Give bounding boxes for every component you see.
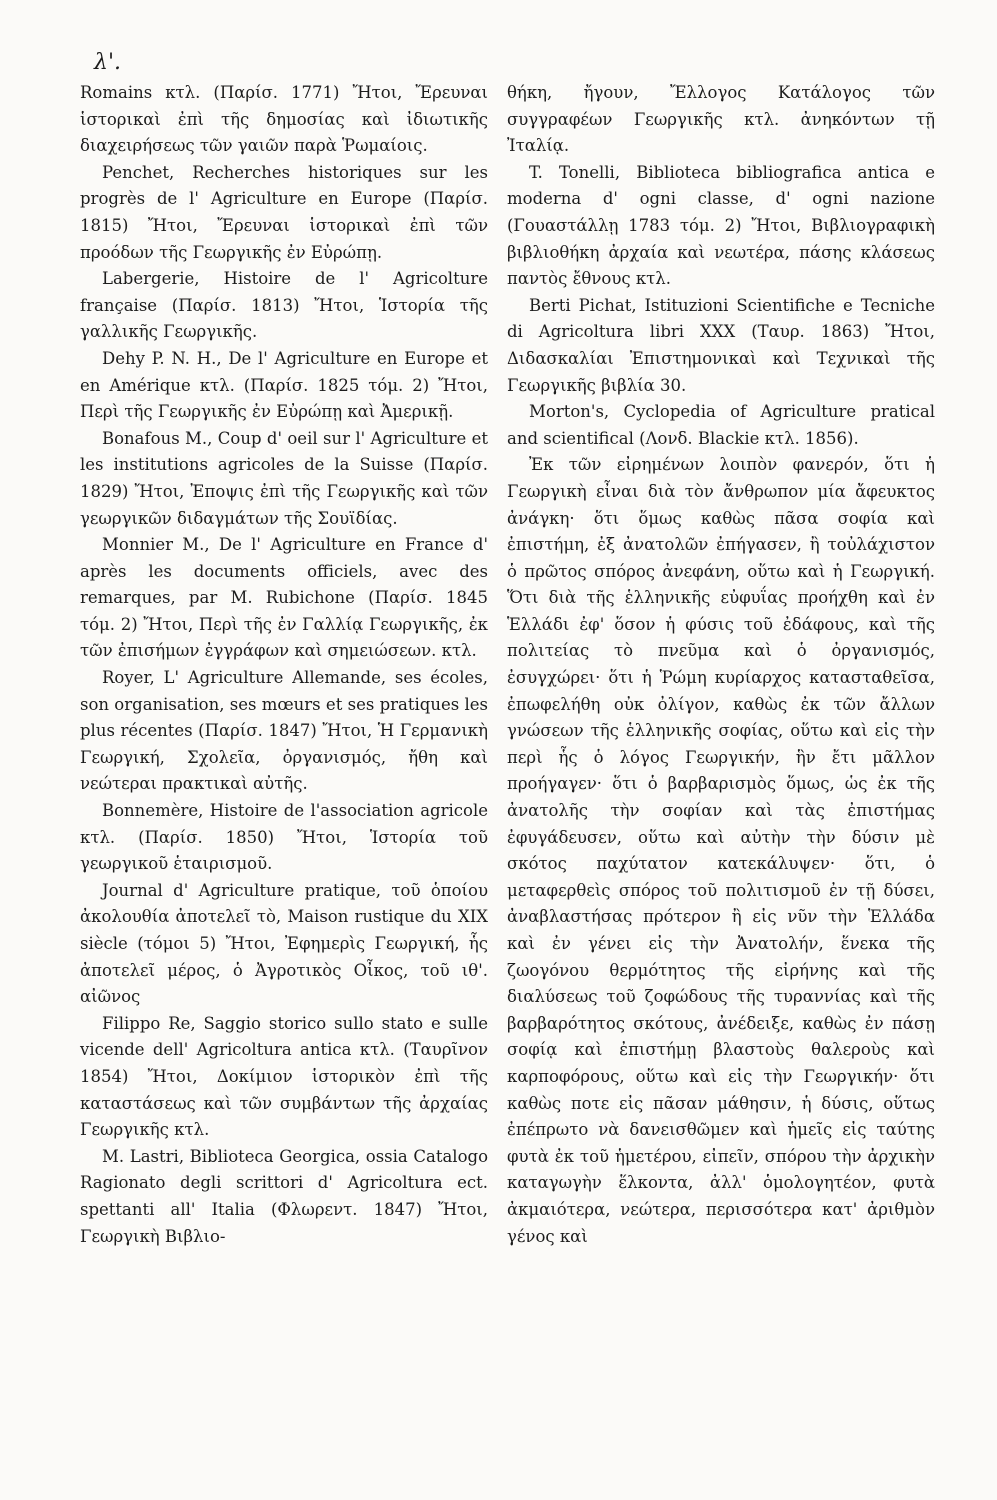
left-column <box>80 80 488 1250</box>
bibliography-entry: θήκη, ἤγουν, Ἔλλογος Κατάλογος τῶν συγγραφέων Γεωργικῆς κτλ. ἀνηκόντων τῇ Ἰταλίᾳ. <box>507 83 935 156</box>
bibliography-entry: Royer, L' Agriculture Allemande, ses écoles, son organisation, ses mœurs et ses pratiques les plus récentes (Παρίσ. 1847) Ἤτοι, Ἡ Γερμανικὴ Γεωργική, Σχολεῖα, ὀργανισμός, ἤθη καὶ νεώτεραι πρακτικαὶ αὐτῆς. <box>80 668 488 794</box>
bibliography-entry: Morton's, Cyclopedia of Agriculture pratical and scientifical (Λονδ. Blackie κτλ. 1856). <box>507 402 935 448</box>
bibliography-entry: Labergerie, Histoire de l' Agricolture française (Παρίσ. 1813) Ἤτοι, Ἱστορία τῆς γαλλικῆς Γεωργικῆς. <box>80 269 488 342</box>
bibliography-entry: Berti Pichat, Istituzioni Scientifiche e Tecniche di Agricoltura libri XXX (Ταυρ. 1863) Ἤτοι, Διδασκαλίαι Ἐπιστημονικαὶ καὶ Τεχνικαὶ τῆς Γεωργικῆς βιβλία 30. <box>507 295 935 395</box>
bibliography-entry: T. Tonelli, Biblioteca bibliografica antica e moderna d' ogni classe, d' ogni nazione (Γουαστάλλῃ 1783 τόμ. 2) Ἤτοι, Βιβλιογραφικὴ βιβλιοθήκη ἀρχαία καὶ νεωτέρα, πάσης κλάσεως παντὸς ἔθνους κτλ. <box>507 162 935 289</box>
body-paragraph: Ἐκ τῶν εἰρημένων λοιπὸν φανερόν, ὅτι ἡ Γεωργικὴ εἶναι διὰ τὸν ἄνθρωπον μία ἄφευκτος ἀνάγκη· ὅτι ὅμως καθὼς πᾶσα σοφία καὶ ἐπιστήμη, ἐξ ἀνατολῶν ἐπήγασεν, ἢ τοὐλάχιστον ὁ πρῶτος σπόρος ἀνεφάνη, οὕτω καὶ ἡ Γεωργική. Ὅτι διὰ τῆς ἑλληνικῆς εὐφυΐας προήχθη καὶ ἐν Ἑλλάδι ἐφ' ὅσον ἡ φύσις τοῦ ἐδάφους, καὶ τῆς πολιτείας τὸ πνεῦμα καὶ ὁ ὀργανισμός, ἐσυγχώρει· ὅτι ἡ Ῥώμη κυρίαρχος κατασταθεῖσα, ἐπωφελήθη οὐκ ὀλίγον, καθὼς ἐκ τῶν ἄλλων γνώσεων τῆς ἑλληνικῆς σοφίας, οὕτω καὶ εἰς τὴν περὶ ἧς ὁ λόγος Γεωργικήν, ἣν ἔτι μᾶλλον προήγαγεν· ὅτι ὁ βαρβαρισμὸς ὅμως, ὡς ἐκ τῆς ἀνατολῆς τὴν σοφίαν καὶ τὰς ἐπιστήμας ἐφυγάδευσεν, οὕτω καὶ αὐτὴν τὴν δύσιν μὲ σκότος παχύτατον κατεκάλυψεν· ὅτι, ὁ μεταφερθεὶς σπόρος τοῦ πολιτισμοῦ ἐν τῇ δύσει, ἀναβλαστήσας πρότερον ἢ εἰς νῦν τὴν Ἑλλάδα καὶ ἐν γένει εἰς τὴν Ἀνατολήν, ἕνεκα τῆς ζωογόνου θερμότητος τῆς εἰρήνης καὶ τῆς διαλύσεως τοῦ ζοφώδους τῆς τυραννίας καὶ τῆς βαρβαρότητος σκότους, ἀνέδειξε, καθὼς ἐν πάσῃ σοφίᾳ καὶ ἐπιστήμῃ βλαστοὺς θαλεροὺς καὶ καρποφόρους, οὕτω καὶ εἰς τὴν Γεωργικήν· ὅτι καθὼς ποτε εἰς πᾶσαν μάθησιν, ἡ δύσις, οὕτως ἐπέπρωτο νὰ δανεισθῶμεν καὶ ἡμεῖς εἰς ταύτης φυτὰ ἐκ τοῦ ἡμετέρου, εἰπεῖν, σπόρου τὴν ἀρχικὴν καταγωγὴν ἕλκοντα, ἀλλ' ὁμολογητέον, φυτὰ ἀκμαιότερα, νεώτερα, περισσότερα κατ' ἀριθμὸν γένος καὶ <box>507 455 935 1246</box>
bibliography-entry: Penchet, Recherches historiques sur les progrès de l' Agriculture en Europe (Παρίσ. 1815) Ἤτοι, Ἔρευναι ἱστορικαὶ ἐπὶ τῶν προόδων τῆς Γεωργικῆς ἐν Εὐρώπῃ. <box>80 162 488 262</box>
bibliography-entry: Romains κτλ. (Παρίσ. 1771) Ἤτοι, Ἔρευναι ἱστορικαὶ ἐπὶ τῆς δημοσίας καὶ ἰδιωτικῆς διαχειρήσεως τῶν γαιῶν παρὰ Ῥωμαίοις. <box>80 83 488 156</box>
bibliography-entry: Bonnemère, Histoire de l'association agricole κτλ. (Παρίσ. 1850) Ἤτοι, Ἱστορία τοῦ γεωργικοῦ ἑταιρισμοῦ. <box>80 801 488 874</box>
bibliography-entry: Monnier M., De l' Agriculture en France d' après les documents officiels, avec des remarques, par M. Rubichone (Παρίσ. 1845 τόμ. 2) Ἤτοι, Περὶ τῆς ἐν Γαλλίᾳ Γεωργικῆς, ἐκ τῶν ἐπισήμων ἐγγράφων καὶ σημειώσεων. κτλ. <box>80 535 488 661</box>
bibliography-entry: Bonafous M., Coup d' oeil sur l' Agriculture et les institutions agricoles de la Suisse (Παρίσ. 1829) Ἤτοι, Ἐποψις ἐπὶ τῆς Γεωργικῆς καὶ τῶν γεωργικῶν διδαγμάτων τῆς Σουϊδίας. <box>80 428 488 528</box>
bibliography-entry: Journal d' Agriculture pratique, τοῦ ὁποίου ἀκολουθία ἀποτελεῖ τὸ, Maison rustique du XIX siècle (τόμοι 5) Ἤτοι, Ἐφημερὶς Γεωργική, ἧς ἀποτελεῖ μέρος, ὁ Ἀγροτικὸς Οἶκος, τοῦ ιθ'. αἰῶνος <box>80 880 488 1007</box>
bibliography-entry: Dehy P. N. H., De l' Agriculture en Europe et en Amérique κτλ. (Παρίσ. 1825 τόμ. 2) Ἤτοι, Περὶ τῆς Γεωργικῆς ἐν Εὐρώπῃ καὶ Ἀμερικῇ. <box>80 348 488 422</box>
bibliography-entry: Filippo Re, Saggio storico sullo stato e sulle vicende dell' Agricoltura antica κτλ. (Ταυρῖνον 1854) Ἤτοι, Δοκίμιον ἱστορικὸν ἐπὶ τῆς καταστάσεως καὶ τῶν συμβάντων τῆς ἀρχαίας Γεωργικῆς κτλ. <box>80 1013 488 1140</box>
bibliography-entry: M. Lastri, Biblioteca Georgica, ossia Catalogo Ragionato degli scrittori d' Agricoltura ect. spettanti all' Italia (Φλωρεντ. 1847) Ἤτοι, Γεωργικὴ Βιβλιο- <box>80 1146 488 1246</box>
page-number: λ'. <box>94 50 121 75</box>
right-column <box>507 80 935 1250</box>
